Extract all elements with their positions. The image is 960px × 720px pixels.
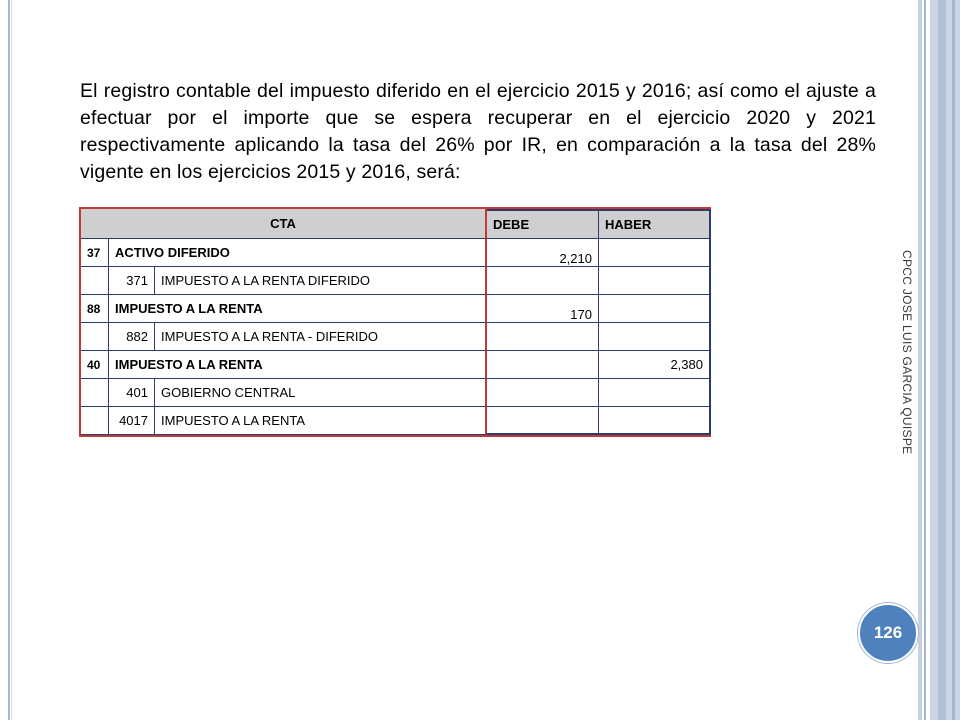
haber-amount bbox=[599, 379, 711, 407]
subaccount-name: IMPUESTO A LA RENTA - DIFERIDO bbox=[155, 323, 487, 351]
account-code: 37 bbox=[81, 239, 109, 267]
debe-amount bbox=[487, 351, 599, 379]
slide-frame-left-inner bbox=[11, 0, 12, 720]
subaccount-code: 882 bbox=[109, 323, 155, 351]
header-debe: DEBE bbox=[487, 209, 599, 239]
haber-amount bbox=[599, 407, 711, 435]
table-header-row bbox=[81, 209, 711, 239]
subaccount-name: IMPUESTO A LA RENTA bbox=[155, 407, 487, 435]
debe-amount bbox=[487, 407, 599, 435]
account-name: IMPUESTO A LA RENTA bbox=[109, 351, 487, 379]
blank-cell bbox=[81, 267, 109, 295]
haber-amount bbox=[599, 239, 711, 267]
subaccount-code: 4017 bbox=[109, 407, 155, 435]
subaccount-name: GOBIERNO CENTRAL bbox=[155, 379, 487, 407]
subaccount-code: 401 bbox=[109, 379, 155, 407]
table-row bbox=[81, 323, 711, 351]
haber-amount bbox=[599, 267, 711, 295]
debe-amount bbox=[487, 379, 599, 407]
blank-cell bbox=[81, 407, 109, 435]
slide-frame-right-edge bbox=[952, 0, 955, 720]
table-row bbox=[81, 379, 711, 407]
table-row bbox=[81, 267, 711, 295]
blank-cell bbox=[81, 379, 109, 407]
header-haber: HABER bbox=[599, 209, 711, 239]
slide-frame-right-band-inner bbox=[938, 0, 946, 720]
journal-entry-table bbox=[79, 207, 711, 437]
table-row bbox=[81, 295, 711, 323]
account-name: ACTIVO DIFERIDO bbox=[109, 239, 487, 267]
haber-amount bbox=[599, 323, 711, 351]
account-code: 88 bbox=[81, 295, 109, 323]
author-vertical-label: CPCC JOSE LUIS GARCIA QUISPE bbox=[900, 250, 914, 455]
table-row bbox=[81, 407, 711, 435]
debe-amount bbox=[487, 323, 599, 351]
slide-frame-left bbox=[8, 0, 10, 720]
slide-frame-right bbox=[918, 0, 922, 720]
table-row bbox=[81, 351, 711, 379]
haber-amount bbox=[599, 295, 711, 323]
subaccount-code: 371 bbox=[109, 267, 155, 295]
table-row bbox=[81, 239, 711, 267]
blank-cell bbox=[81, 323, 109, 351]
subaccount-name: IMPUESTO A LA RENTA DIFERIDO bbox=[155, 267, 487, 295]
account-name: IMPUESTO A LA RENTA bbox=[109, 295, 487, 323]
debe-amount bbox=[487, 267, 599, 295]
account-code: 40 bbox=[81, 351, 109, 379]
slide-paragraph: El registro contable del impuesto diferido en el ejercicio 2015 y 2016; así como el ajuste a efectuar por el importe que se espera recuperar en el ejercicio 2020 y 2021 respectivamente aplicando la tasa del 26% por IR, en comparación a la tasa del 28% vigente en los ejercicios 2015 y 2016, será: bbox=[80, 80, 876, 183]
debe-amount: 170 bbox=[487, 295, 599, 323]
debe-amount: 2,210 bbox=[487, 239, 599, 267]
header-cta: CTA bbox=[81, 209, 487, 239]
haber-amount: 2,380 bbox=[599, 351, 711, 379]
page-number-badge: 126 bbox=[858, 603, 918, 663]
slide-frame-right-line bbox=[924, 0, 926, 720]
